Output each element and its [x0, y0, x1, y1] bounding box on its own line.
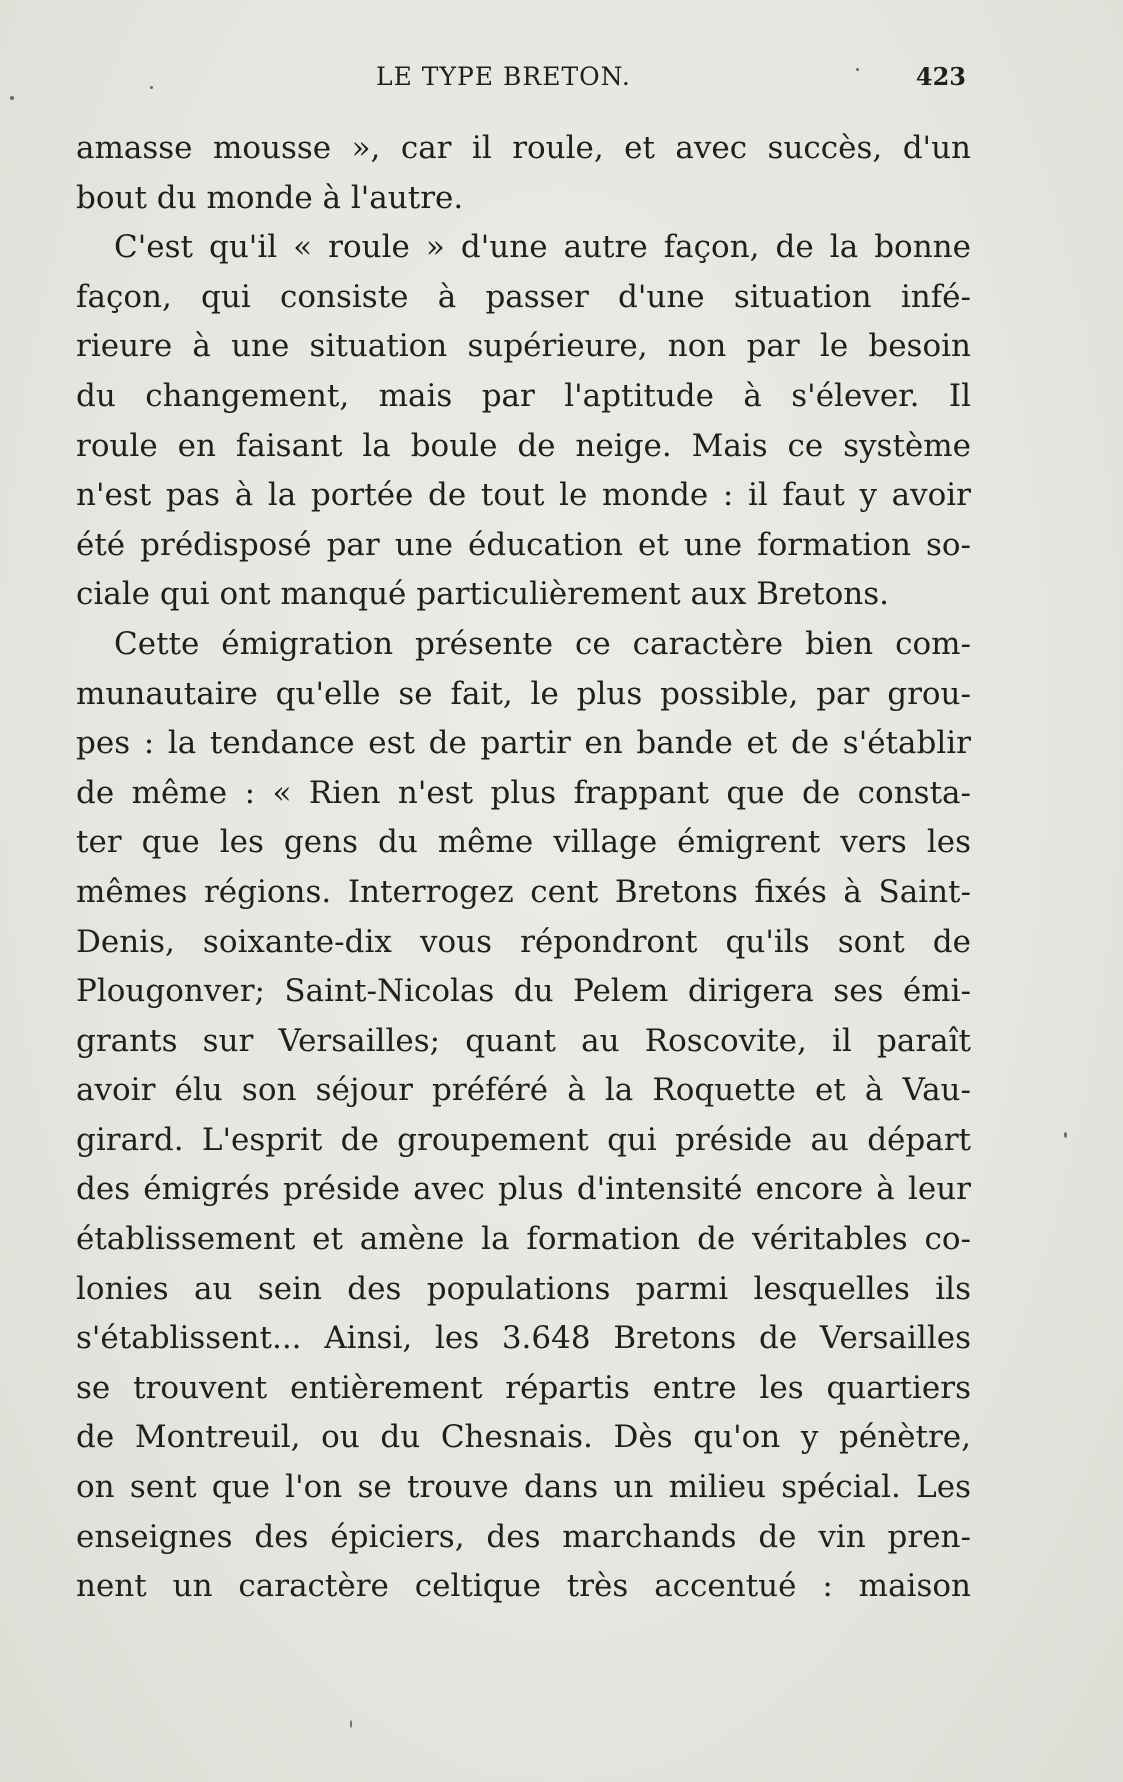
- text-line: établissement et amène la formation de véritables co-: [76, 1221, 971, 1258]
- text-line: été prédisposé par une éducation et une formation so-: [76, 526, 971, 563]
- text-line: des émigrés préside avec plus d'intensité encore à leur: [76, 1171, 971, 1208]
- paper-speck: [856, 68, 859, 71]
- text-line: bout du monde à l'autre.: [76, 179, 464, 216]
- text-line: pes : la tendance est de partir en bande et de s'établir: [76, 725, 971, 762]
- paper-speck: [350, 1720, 352, 1728]
- text-line: avoir élu son séjour préféré à la Roquette et à Vau-: [76, 1072, 971, 1109]
- paper-speck: [10, 96, 14, 100]
- text-line: C'est qu'il « roule » d'une autre façon, de la bonne: [114, 229, 971, 266]
- text-line: de Montreuil, ou du Chesnais. Dès qu'on y pénètre,: [76, 1419, 971, 1456]
- text-line: se trouvent entièrement répartis entre les quartiers: [76, 1369, 971, 1406]
- body-text: [76, 124, 971, 1612]
- text-line: Denis, soixante-dix vous répondront qu'ils sont de: [76, 923, 971, 960]
- text-line: nent un caractère celtique très accentué : maison: [76, 1568, 971, 1605]
- paper-speck: [1064, 1132, 1067, 1138]
- text-line: ter que les gens du même village émigrent vers les: [76, 824, 971, 861]
- text-line: du changement, mais par l'aptitude à s'élever. Il: [76, 377, 971, 414]
- page-number: 423: [915, 62, 966, 91]
- text-line: n'est pas à la portée de tout le monde : il faut y avoir: [76, 477, 971, 514]
- text-line: roule en faisant la boule de neige. Mais ce système: [76, 427, 971, 464]
- running-title: LE TYPE BRETON.: [376, 62, 631, 91]
- text-line: ciale qui ont manqué particulièrement aux Bretons.: [76, 576, 890, 613]
- paper-speck: [150, 86, 153, 89]
- page-header: [76, 62, 966, 98]
- text-line: lonies au sein des populations parmi lesquelles ils: [76, 1270, 971, 1307]
- text-line: munautaire qu'elle se fait, le plus possible, par grou-: [76, 675, 971, 712]
- text-line: Plougonver; Saint-Nicolas du Pelem dirigera ses émi-: [76, 973, 971, 1010]
- text-line: s'établissent... Ainsi, les 3.648 Bretons de Versailles: [76, 1320, 971, 1357]
- text-line: amasse mousse », car il roule, et avec succès, d'un: [76, 130, 971, 166]
- text-line: façon, qui consiste à passer d'une situation infé-: [76, 278, 971, 315]
- text-line: grants sur Versailles; quant au Roscovite, il paraît: [76, 1022, 971, 1059]
- text-line: enseignes des épiciers, des marchands de vin pren-: [76, 1518, 971, 1555]
- text-line: de même : « Rien n'est plus frappant que de consta-: [76, 774, 971, 811]
- text-line: on sent que l'on se trouve dans un milieu spécial. Les: [76, 1469, 971, 1506]
- text-line: rieure à une situation supérieure, non par le besoin: [76, 328, 971, 365]
- text-line: girard. L'esprit de groupement qui préside au départ: [76, 1121, 971, 1158]
- text-line: mêmes régions. Interrogez cent Bretons fixés à Saint-: [76, 873, 971, 910]
- text-line: Cette émigration présente ce caractère bien com-: [114, 625, 971, 662]
